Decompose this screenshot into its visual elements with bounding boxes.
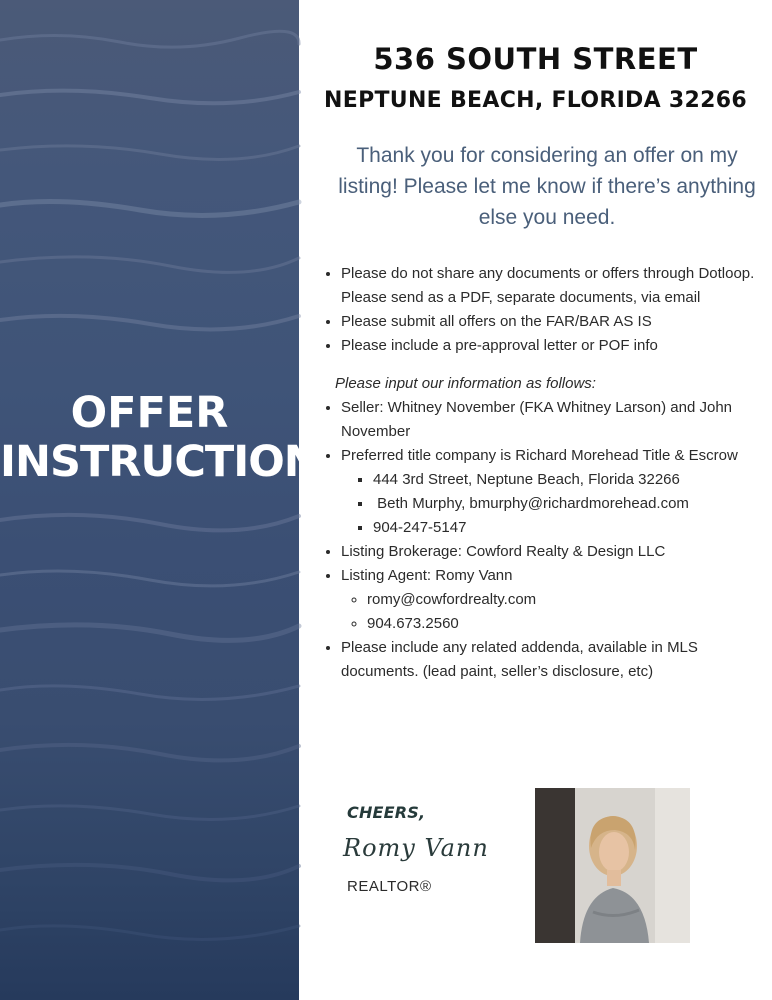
addenda-item: • Please include any related addenda, available in MLS documents. (lead paint, seller’s disclosure, etc) <box>341 636 761 684</box>
ocean-waves-texture <box>0 0 349 1000</box>
panel-title-line2: INSTRUCTIONS <box>0 437 349 487</box>
info-list <box>321 396 761 684</box>
address-line2: NEPTUNE BEACH, FLORIDA 32266 <box>324 88 747 113</box>
agent-photo <box>535 788 690 943</box>
ocean-background-panel <box>0 0 349 1000</box>
cheers-text: CHEERS, <box>347 803 426 822</box>
brokerage-item: • Listing Brokerage: Cowford Realty & Design LLC <box>341 540 761 564</box>
instruction-item: • Please submit all offers on the FAR/BAR AS IS <box>341 310 761 334</box>
agent-portrait-illustration <box>535 788 690 943</box>
instruction-item: • Please include a pre-approval letter or POF info <box>341 334 761 358</box>
main-content <box>299 0 772 1000</box>
agent-label: Listing Agent: Romy Vann <box>341 567 513 584</box>
agent-phone[interactable]: ◦ 904.673.2560 <box>367 612 761 636</box>
title-detail-item: ▪ Beth Murphy, bmurphy@richardmorehead.com <box>373 492 761 516</box>
agent-email[interactable]: ◦ romy@cowfordrealty.com <box>367 588 761 612</box>
instructions-section <box>321 262 761 684</box>
seller-item: • Seller: Whitney November (FKA Whitney Larson) and John November <box>341 396 761 444</box>
title-details-list <box>341 468 761 540</box>
agent-contacts-list <box>341 588 761 636</box>
panel-title-line1: OFFER <box>70 388 229 438</box>
title-detail-item: ▪ 444 3rd Street, Neptune Beach, Florida 32266 <box>373 468 761 492</box>
address-line1: 536 SOUTH STREET <box>373 42 698 76</box>
title-company-item <box>341 444 761 540</box>
instruction-item: • Please do not share any documents or offers through Dotloop. Please send as a PDF, separate documents, via email <box>341 262 761 310</box>
instructions-list <box>321 262 761 358</box>
title-company-label: Preferred title company is Richard Morehead Title & Escrow <box>341 447 738 464</box>
realtor-title: REALTOR® <box>347 878 432 895</box>
title-detail-item: ▪ 904-247-5147 <box>373 516 761 540</box>
intro-message: Thank you for considering an offer on my listing! Please let me know if there’s anything else you need. <box>338 144 756 229</box>
input-note: Please input our information as follows: <box>335 375 596 392</box>
agent-item <box>341 564 761 636</box>
signature: Romy Vann <box>343 834 489 862</box>
